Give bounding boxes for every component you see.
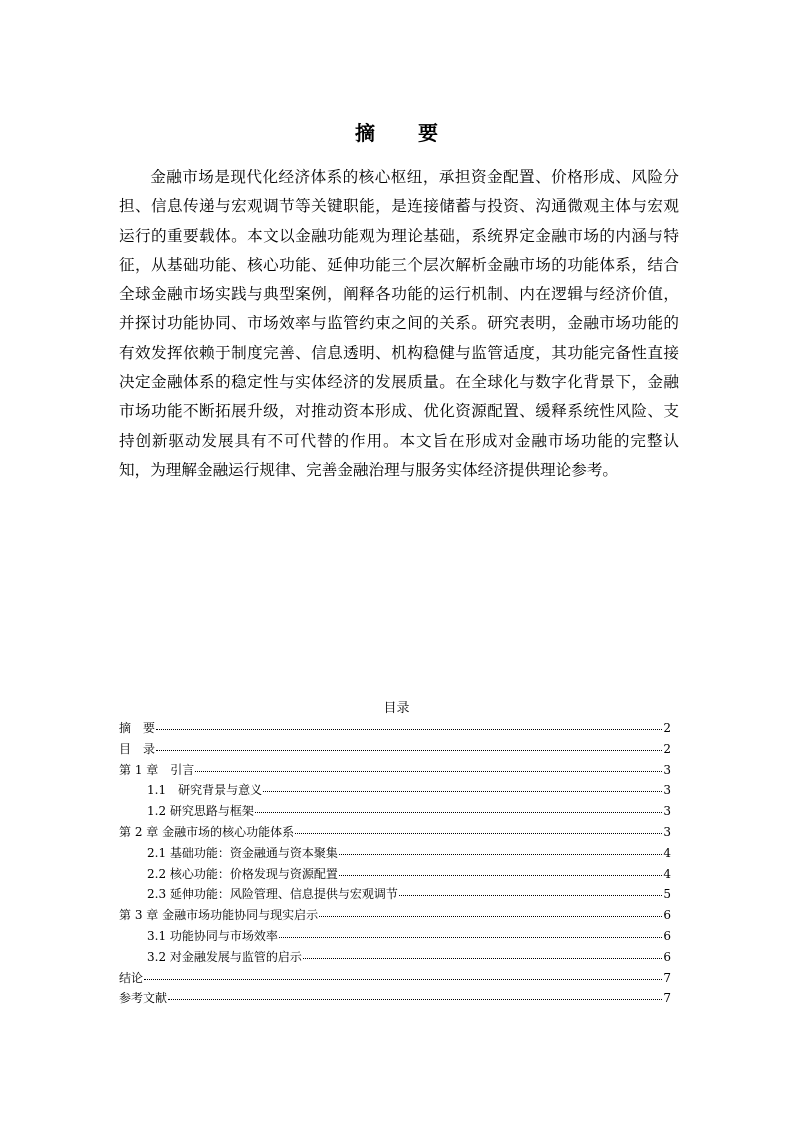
toc-entry[interactable] [119, 760, 671, 781]
toc-dot-leader [168, 988, 662, 1002]
toc-title: 目录 [383, 701, 410, 716]
toc-dot-leader [339, 864, 662, 878]
toc-dot-leader [156, 718, 662, 732]
toc-entry-page: 6 [663, 908, 671, 923]
abstract-body: 金融市场是现代化经济体系的核心枢纽，承担资金配置、价格形成、风险分担、信息传递与宏观调节等关键职能，是连接储蓄与投资、沟通微观主体与宏观运行的重要载体。本文以金融功能观为理论基础，系统界定金融市场的内涵与特征，从基础功能、核心功能、延伸功能三个层次解析金融市场的功能体系，结合全球金融市场实践与典型案例，阐释各功能的运行机制、内在逻辑与经济价值，并探讨功能协同、市场效率与监管约束之间的关系。研究表明，金融市场功能的有效发挥依赖于制度完善、信息透明、机构稳健与监管适度，其功能完备性直接决定金融体系的稳定性与实体经济的发展质量。在全球化与数字化背景下，金融市场功能不断拓展升级，对推动资本形成、优化资源配置、缓释系统性风险、支持创新驱动发展具有不可代替的作用。本文旨在形成对金融市场功能的完整认知，为理解金融运行规律、完善金融治理与服务实体经济提供理论参考。 [119, 168, 679, 479]
toc-entry-label: 第 1 章 引言 [119, 762, 195, 777]
toc-entry-label: 3.1 功能协同与市场效率 [147, 928, 278, 943]
toc-entry[interactable] [119, 780, 671, 801]
toc-dot-leader [319, 905, 662, 919]
toc-entry[interactable] [119, 718, 671, 739]
toc-entry-page: 5 [663, 887, 671, 902]
toc-entry-label: 1.2 研究思路与框架 [147, 804, 254, 819]
toc-dot-leader [279, 926, 662, 940]
toc-entry-label: 摘 要 [119, 721, 156, 735]
toc-entry[interactable] [119, 968, 671, 989]
abstract-title: 摘 要 [355, 121, 456, 146]
toc-entry-page: 2 [663, 721, 671, 735]
toc-entry[interactable] [119, 926, 671, 947]
toc-entry-label: 2.2 核心功能：价格发现与资源配置 [147, 866, 338, 881]
toc-entry-page: 6 [663, 949, 671, 964]
toc-entry[interactable] [119, 988, 671, 1009]
toc-dot-leader [295, 822, 662, 836]
toc-entry[interactable] [119, 864, 671, 885]
toc-entry-label: 目 录 [119, 741, 156, 756]
toc-dot-leader [144, 968, 662, 982]
toc-entry[interactable] [119, 843, 671, 864]
toc-entry-page: 3 [663, 804, 671, 819]
toc-entry-page: 2 [663, 741, 671, 756]
toc-dot-leader [195, 760, 662, 774]
toc-entry-page: 3 [663, 762, 671, 777]
toc-entry[interactable] [119, 801, 671, 822]
toc-entry-page: 7 [663, 991, 671, 1006]
toc-dot-leader [399, 884, 662, 898]
toc-dot-leader [156, 739, 662, 753]
toc-dot-leader [303, 947, 662, 961]
toc-entry-label: 2.1 基础功能：资金融通与资本聚集 [147, 845, 338, 860]
toc-dot-leader [255, 801, 662, 815]
toc-dot-leader [339, 843, 662, 857]
toc-entry-page: 3 [663, 783, 671, 798]
toc-entry-label: 1.1 研究背景与意义 [147, 783, 263, 798]
toc-dot-leader [263, 780, 662, 794]
toc-entry-label: 第 3 章 金融市场功能协同与现实启示 [119, 908, 319, 923]
toc-entry-label: 2.3 延伸功能：风险管理、信息提供与宏观调节 [147, 887, 398, 902]
toc-entry[interactable] [119, 905, 671, 926]
toc-entry-label: 结论 [119, 970, 144, 985]
toc-entry-label: 第 2 章 金融市场的核心功能体系 [119, 824, 295, 839]
toc-entry-label: 参考文献 [119, 991, 168, 1006]
toc-entry[interactable] [119, 884, 671, 905]
toc-entry[interactable] [119, 947, 671, 968]
toc-entry-page: 4 [663, 845, 671, 860]
toc-entry-page: 7 [663, 970, 671, 985]
toc-entry-page: 4 [663, 866, 671, 881]
table-of-contents [119, 718, 671, 1009]
toc-entry-page: 6 [663, 928, 671, 943]
toc-entry[interactable] [119, 822, 671, 843]
toc-entry-page: 3 [663, 824, 671, 839]
toc-entry[interactable] [119, 739, 671, 760]
toc-entry-label: 3.2 对金融发展与监管的启示 [147, 949, 302, 964]
